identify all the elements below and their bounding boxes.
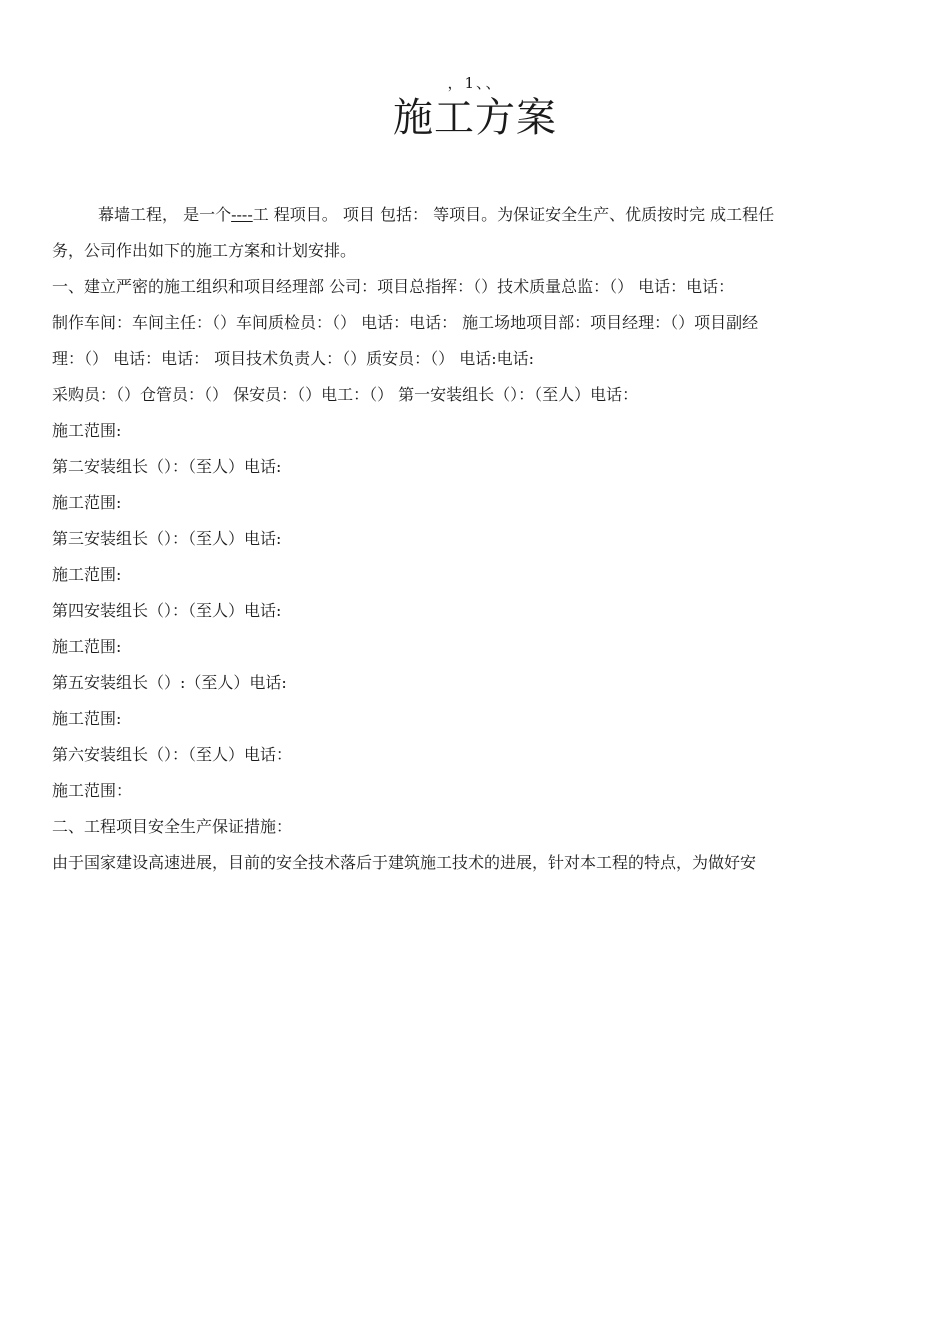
intro-blank: ---- [231, 205, 253, 224]
header-mark: ，1、、 [447, 74, 503, 92]
scope-line-3: 施工范围: [52, 565, 122, 584]
org-line-3: 理：（） 电话：电话： 项目技术负责人：（）质安员：（） 电话:电话: [52, 349, 535, 368]
intro-line-1 [52, 197, 898, 233]
intro-line-2: 务，公司作出如下的施工方案和计划安排。 [52, 241, 357, 260]
section-2-body: 由于国家建设高速进展，目前的安全技术落后于建筑施工技术的进展，针对本工程的特点，为做好安 [52, 853, 757, 872]
scope-line-4: 施工范围: [52, 637, 122, 656]
intro-text-a: 幕墙工程， 是一个 [98, 205, 232, 224]
org-line-1: 一、建立严密的施工组织和项目经理部 公司：项目总指挥：（）技术质量总监：（） 电话：电话： [52, 277, 735, 296]
group-line-6: 第六安装组长（）：（至人）电话： [52, 745, 293, 764]
org-line-4: 采购员：（）仓管员：（） 保安员：（）电工：（） 第一安装组长（）：（至人）电话： [52, 385, 639, 404]
group-line-2: 第二安装组长（）：（至人）电话: [52, 457, 282, 476]
scope-line-6: 施工范围： [52, 781, 133, 800]
page-title: 施工方案 [393, 95, 557, 141]
scope-line-5: 施工范围: [52, 709, 122, 728]
scope-line-2: 施工范围: [52, 493, 122, 512]
section-2-heading: 二、工程项目安全生产保证措施： [52, 817, 293, 836]
intro-text-b: 工 程项目。 项目 包括： 等项目。为保证安全生产、优质按时完 成工程任 [252, 205, 775, 224]
document-body [52, 197, 898, 881]
scope-line-1: 施工范围: [52, 421, 122, 440]
org-line-2: 制作车间：车间主任：（）车间质检员：（） 电话：电话： 施工场地项目部：项目经理：（）项目副经 [52, 313, 759, 332]
group-line-3: 第三安装组长（）：（至人）电话: [52, 529, 282, 548]
group-line-4: 第四安装组长（）：（至人）电话: [52, 601, 282, 620]
group-line-5: 第五安装组长（）:（至人）电话: [52, 673, 287, 692]
